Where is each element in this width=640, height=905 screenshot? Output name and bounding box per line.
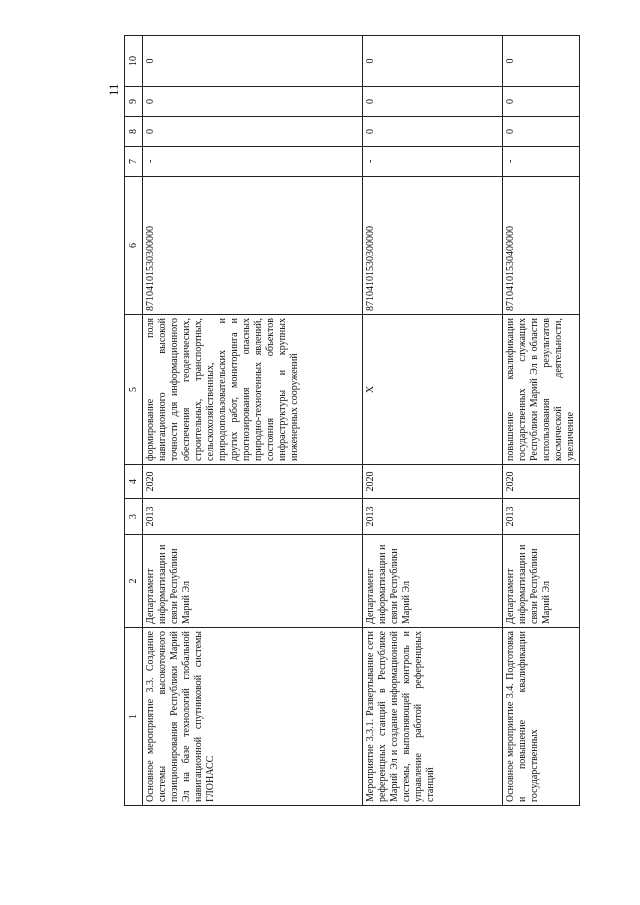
col10-cell: 0 <box>363 36 503 87</box>
col8-cell: 0 <box>503 117 580 147</box>
page-number: 11 <box>106 83 121 96</box>
end-year-cell: 2020 <box>503 465 580 499</box>
header-cell: 10 <box>125 36 143 87</box>
col7-cell: - <box>503 147 580 177</box>
measure-cell: Мероприятие 3.3.1. Развертывание сети референцных станций в Республике Марий Эл и создание информационной системы, выполняющей контроль и управление работой референцных станций <box>363 628 503 806</box>
table-row <box>143 36 363 806</box>
col7-cell: - <box>143 147 363 177</box>
measure-cell: Основное мероприятие 3.4. Подготовка и повышение квалификации государственных <box>503 628 580 806</box>
col10-cell: 0 <box>143 36 363 87</box>
executor-cell: Департамент информатизации и связи Республики Марий Эл <box>143 535 363 628</box>
header-cell: 4 <box>125 465 143 499</box>
header-cell: 2 <box>125 535 143 628</box>
executor-cell: Департамент информатизации и связи Республики Марий Эл <box>503 535 580 628</box>
table-row <box>503 36 580 806</box>
result-cell: X <box>363 315 503 465</box>
header-cell: 1 <box>125 628 143 806</box>
header-cell: 6 <box>125 177 143 315</box>
col9-cell: 0 <box>503 87 580 117</box>
start-year-cell: 2013 <box>363 499 503 535</box>
measure-cell: Основное мероприятие 3.3. Создание системы высокоточного позиционирования Республики Марий Эл на базе технологий глобальной навигационной спутниковой системы ГЛОНАСС <box>143 628 363 806</box>
budget-code-cell: 87104101530300000 <box>143 177 363 315</box>
result-cell: формирование поля навигационного высокой точности для информационного обеспечения геодезических, строительных, транспортных, сельскохозяйственных, природопользовательских и других работ, мониторинга и прогнозирования опасных природно-техногенных явлений, состояния объектов инфраструктуры и крупных инженерных сооружений <box>143 315 363 465</box>
program-measures-table <box>124 35 580 806</box>
start-year-cell: 2013 <box>503 499 580 535</box>
col8-cell: 0 <box>143 117 363 147</box>
header-cell: 5 <box>125 315 143 465</box>
col9-cell: 0 <box>143 87 363 117</box>
rotated-table-wrapper <box>124 36 576 806</box>
col8-cell: 0 <box>363 117 503 147</box>
budget-code-cell: 87104101530300000 <box>363 177 503 315</box>
header-cell: 9 <box>125 87 143 117</box>
end-year-cell: 2020 <box>363 465 503 499</box>
col9-cell: 0 <box>363 87 503 117</box>
col7-cell: - <box>363 147 503 177</box>
header-cell: 3 <box>125 499 143 535</box>
header-cell: 7 <box>125 147 143 177</box>
budget-code-cell: 87104101530400000 <box>503 177 580 315</box>
header-row <box>125 36 143 806</box>
end-year-cell: 2020 <box>143 465 363 499</box>
result-cell: повышение квалификации государственных служащих Республики Марий Эл в области использования результатов космической деятельности, увеличение <box>503 315 580 465</box>
col10-cell: 0 <box>503 36 580 87</box>
table-row <box>363 36 503 806</box>
start-year-cell: 2013 <box>143 499 363 535</box>
header-cell: 8 <box>125 117 143 147</box>
executor-cell: Департамент информатизации и связи Республики Марий Эл <box>363 535 503 628</box>
